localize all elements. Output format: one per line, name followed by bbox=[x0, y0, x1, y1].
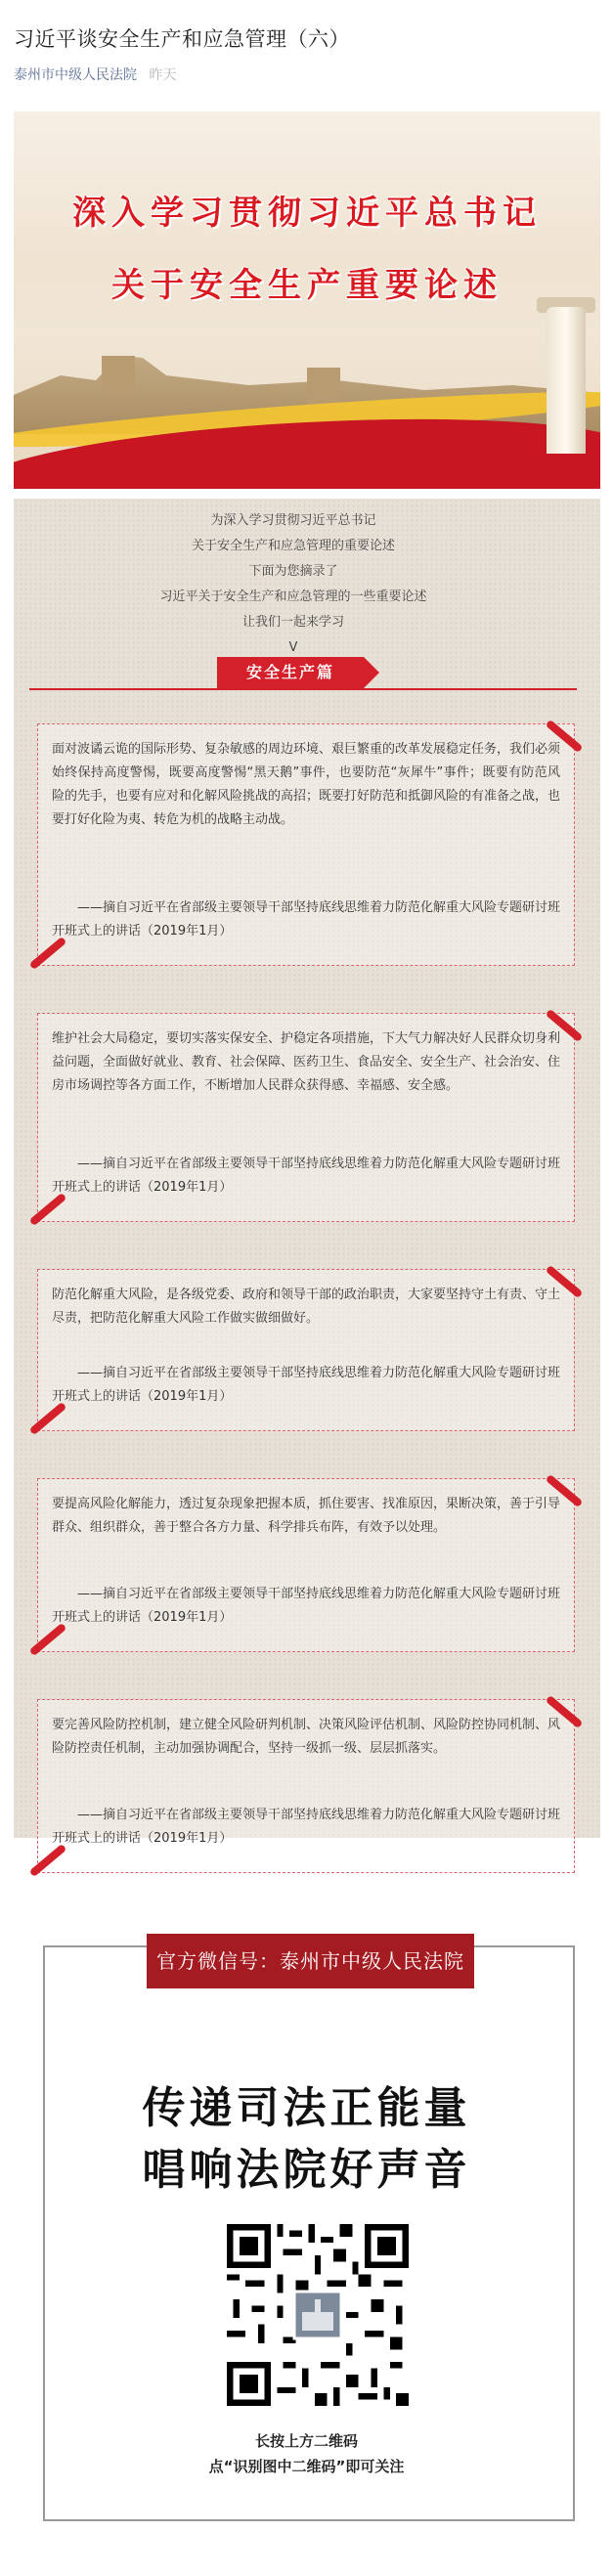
qr-code-icon bbox=[227, 2224, 409, 2406]
banner-line-2: 关于安全生产重要论述 bbox=[111, 266, 503, 305]
quote-citation: ——摘自习近平在省部级主要领导干部坚持底线思维着力防范化解重大风险专题研讨班开班式上的讲话（2019年1月） bbox=[52, 1157, 561, 1195]
intro-line: 让我们一起来学习 bbox=[241, 615, 344, 630]
quote-citation: ——摘自习近平在省部级主要领导干部坚持底线思维着力防范化解重大风险专题研讨班开班式上的讲话（2019年1月） bbox=[52, 1808, 561, 1846]
source-link[interactable]: 泰州市中级人民法院 bbox=[14, 67, 137, 83]
intro-line: 关于安全生产和应急管理的重要论述 bbox=[191, 539, 395, 553]
section-divider bbox=[29, 688, 577, 690]
quote-body: 面对波谲云诡的国际形势、复杂敏感的周边环境、艰巨繁重的改革发展稳定任务，我们必须始终保持高度警惕，既要高度警惕“黑天鹅”事件，也要防范“灰犀牛”事件；既要有防范风险的先手，也要有应对和化解风险挑战的高招；既要打好防范和抵御风险的有准备之战，也要打好化险为夷、转危为机的战略主动战。 bbox=[52, 742, 561, 827]
quote-body: 要完善风险防控机制，建立健全风险研判机制、决策风险评估机制、风险防控协同机制、风险防控责任机制，主动加强协调配合，坚持一级抓一级、层层抓落实。 bbox=[52, 1718, 561, 1756]
wall-tower bbox=[307, 368, 340, 407]
qr-code[interactable] bbox=[227, 2224, 409, 2406]
chevron-down-icon: V bbox=[288, 640, 298, 655]
qr-hint-2: 点“识别图中二维码”即可关注 bbox=[208, 2458, 405, 2475]
intro-line: 为深入学习贯彻习近平总书记 bbox=[210, 513, 376, 528]
slogan-line-2: 唱响法院好声音 bbox=[142, 2145, 471, 2195]
quote-card bbox=[37, 1013, 575, 1222]
section-label: 安全生产篇 bbox=[217, 657, 364, 688]
intro-line: 下面为您摘录了 bbox=[248, 564, 338, 579]
quote-body: 要提高风险化解能力，透过复杂现象把握本质，抓住要害、找准原因，果断决策，善于引导群众、组织群众，善于整合各方力量、科学排兵布阵，有效予以处理。 bbox=[52, 1497, 561, 1535]
quote-card bbox=[37, 723, 575, 966]
quote-body: 防范化解重大风险，是各级党委、政府和领导干部的政治职责，大家要坚持守土有责、守土尽责，把防范化解重大风险工作做实做细做好。 bbox=[52, 1288, 561, 1326]
quote-card bbox=[37, 1478, 575, 1652]
intro-text bbox=[0, 508, 587, 661]
quote-citation: ——摘自习近平在省部级主要领导干部坚持底线思维着力防范化解重大风险专题研讨班开班式上的讲话（2019年1月） bbox=[52, 1587, 561, 1625]
quote-body: 维护社会大局稳定，要切实落实保安全、护稳定各项措施，下大气力解决好人民群众切身利益问题，全面做好就业、教育、社会保障、医药卫生、食品安全、安全生产、社会治安、住房市场调控等各方面工作，不断增加人民群众获得感、幸福感、安全感。 bbox=[52, 1031, 561, 1093]
qr-hint-1: 长按上方二维码 bbox=[254, 2432, 358, 2450]
quote-citation: ——摘自习近平在省部级主要领导干部坚持底线思维着力防范化解重大风险专题研讨班开班式上的讲话（2019年1月） bbox=[52, 1366, 561, 1404]
publish-time: 昨天 bbox=[149, 67, 177, 83]
intro-line: 习近平关于安全生产和应急管理的一些重要论述 bbox=[159, 589, 427, 604]
article-meta bbox=[14, 65, 176, 84]
banner-line-1: 深入学习贯彻习近平总书记 bbox=[72, 194, 542, 233]
quote-citation: ——摘自习近平在省部级主要领导干部坚持底线思维着力防范化解重大风险专题研讨班开班式上的讲话（2019年1月） bbox=[52, 900, 561, 939]
quote-card bbox=[37, 1699, 575, 1873]
wall-tower bbox=[102, 356, 135, 395]
article-title: 习近平谈安全生产和应急管理（六） bbox=[14, 27, 350, 51]
huabiao-pillar bbox=[547, 307, 586, 454]
banner-image bbox=[14, 111, 600, 489]
quote-card bbox=[37, 1269, 575, 1431]
slogan-line-1: 传递司法正能量 bbox=[142, 2083, 471, 2133]
official-account-tag: 官方微信号：泰州市中级人民法院 bbox=[147, 1934, 474, 1988]
